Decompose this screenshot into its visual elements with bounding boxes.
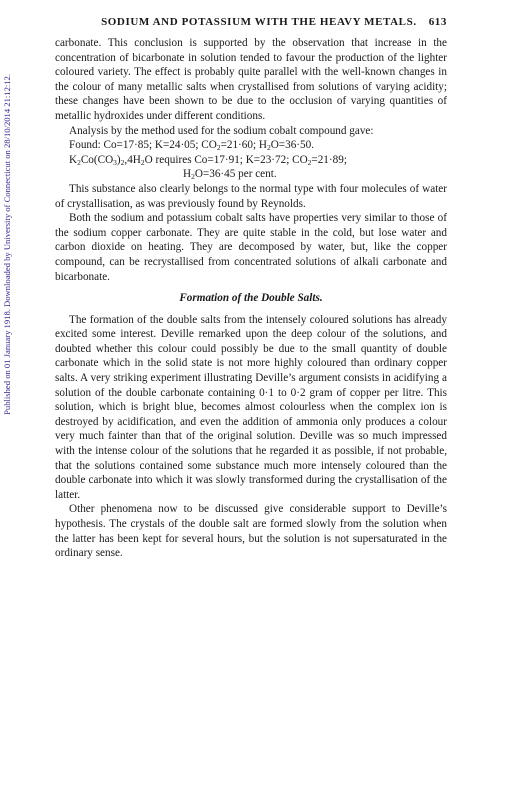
paragraph-2: Analysis by the method used for the sodium cobalt compound gave: bbox=[69, 124, 374, 137]
analysis-found-line: Found: Co=17·85; K=24·05; $CO_2=21\cdot 60$; $H_2O=36\cdot 50$. bbox=[69, 139, 315, 153]
analysis-water-line: $H_2O=36\cdot 45$ per cent. bbox=[183, 168, 277, 182]
journal-page bbox=[55, 16, 447, 561]
download-watermark-text: Published on 01 January 1918. Downloaded by University of Connecticut on 28/10/2014 21:12:12. bbox=[2, 74, 12, 415]
download-watermark bbox=[2, 74, 20, 534]
page-number: 613 bbox=[428, 16, 447, 28]
analysis-requires-line: $K_2Co(CO_3)_2,4H_2O$ requires Co=17·91; K=23·72; $CO_2=21\cdot 89$; bbox=[69, 153, 347, 167]
paragraph-6: Other phenomena now to be discussed give considerable support to Deville’s hypothesis. The crystals of the double salt are formed slowly from the solution when the latter has been kept for several hours, but the solution is not supersaturated in the ordinary sense. bbox=[55, 503, 447, 560]
body-text bbox=[55, 36, 447, 561]
running-header bbox=[55, 16, 447, 36]
paragraph-1: carbonate. This conclusion is supported by the observation that increase in the concentration of bicarbonate in solution tended to favour the production of the lighter coloured variety. The effect is probably quite parallel with the well-known changes in the colour of many metallic salts when crystallised from solutions of varying acidity; these changes have been shown to be due to the occlusion of varying quantities of metallic hydroxides under different conditions. bbox=[55, 37, 447, 122]
paragraph-3: This substance also clearly belongs to the normal type with four molecules of water of crystallisation, as was previously found by Reynolds. bbox=[55, 182, 447, 210]
running-title: SODIUM AND POTASSIUM WITH THE HEAVY METALS. bbox=[101, 16, 417, 28]
paragraph-5: The formation of the double salts from the intensely coloured solutions has already excited some interest. Deville remarked upon the deep colour of the solutions, and doubted whether this colour could possibly be due to the small quantity of double carbonate which in the solid state is not more highly coloured than ordinary copper salts. A very striking experiment illustrating Deville’s argument consists in acidifying a solution of the double carbonate containing 0·1 to 0·2 gram of copper per litre. This solution, which is bright blue, becomes almost colourless when the complex ion is destroyed by acidification, and even the addition of ammonia only produces a colour very much fainter than that of the original solution. Deville was so much impressed with the intense colour of the solutions that he regarded it as possible, if not probable, that the solutions contained some substance much more intensely coloured than the double carbonate into which it was slowly transformed during the crystallisation of the latter. bbox=[55, 313, 447, 501]
section-heading: Formation of the Double Salts. bbox=[179, 292, 323, 305]
paragraph-4: Both the sodium and potassium cobalt salts have properties very similar to those of the sodium copper carbonate. They are quite stable in the cold, but lose water and carbon dioxide on heating. They are decomposed by water, but, like the copper compound, can be recrystallised from concentrated solutions of alkali carbonate and bicarbonate. bbox=[55, 212, 447, 283]
